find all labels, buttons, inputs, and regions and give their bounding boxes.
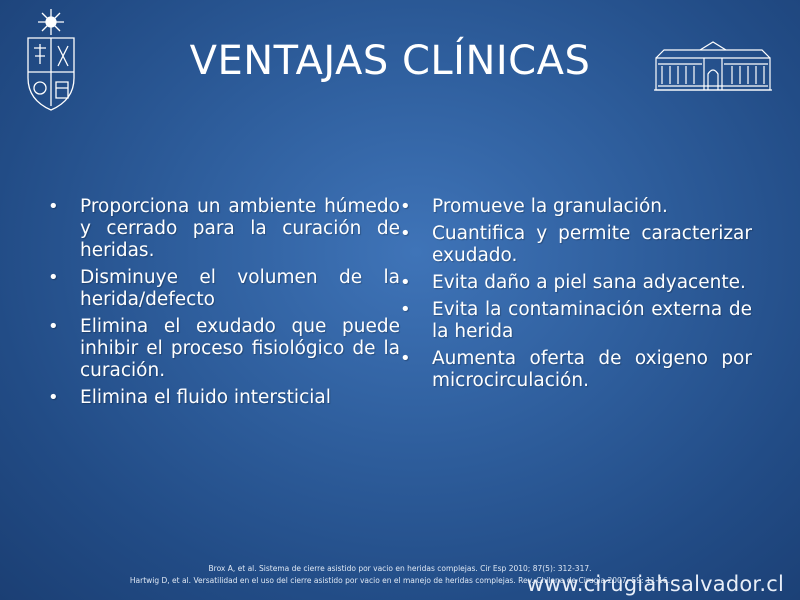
bullet-item: • Aumenta oferta de oxigeno por microcirculación. [396,348,752,392]
bullet-item: • Disminuye el volumen de la herida/defecto [44,267,400,311]
bullet-item: • Proporciona un ambiente húmedo y cerrado para la curación de heridas. [44,196,400,262]
reference-item: Brox A, et al. Sistema de cierre asistido por vacio en heridas complejas. Cir Esp 2010; 87(5): 312-317. [208,564,592,573]
university-crest-logo [22,8,80,112]
bullet-item: • Evita daño a piel sana adyacente. [396,272,752,294]
reference-item: Hartwig D, et al. Versatilidad en el uso del cierre asistido por vacio en el manejo de heridas complejas. Rev. Chilena de Cirugia 2007; 59: 11-16. [129,576,671,585]
hospital-building-logo [652,40,774,92]
website-watermark: www.cirugiahsalvador.cl [526,572,784,596]
bullet-item: • Cuantifica y permite caracterizar exudado. [396,223,752,267]
right-bullet-column [396,196,752,397]
bullet-item: • Evita la contaminación externa de la herida [396,299,752,343]
bullet-item: • Elimina el fluido intersticial [44,387,400,409]
bullet-item: • Promueve la granulación. [396,196,752,218]
slide-title: VENTAJAS CLÍNICAS [189,38,591,84]
left-bullet-column [44,196,400,414]
bullet-item: • Elimina el exudado que puede inhibir el proceso fisiológico de la curación. [44,316,400,382]
